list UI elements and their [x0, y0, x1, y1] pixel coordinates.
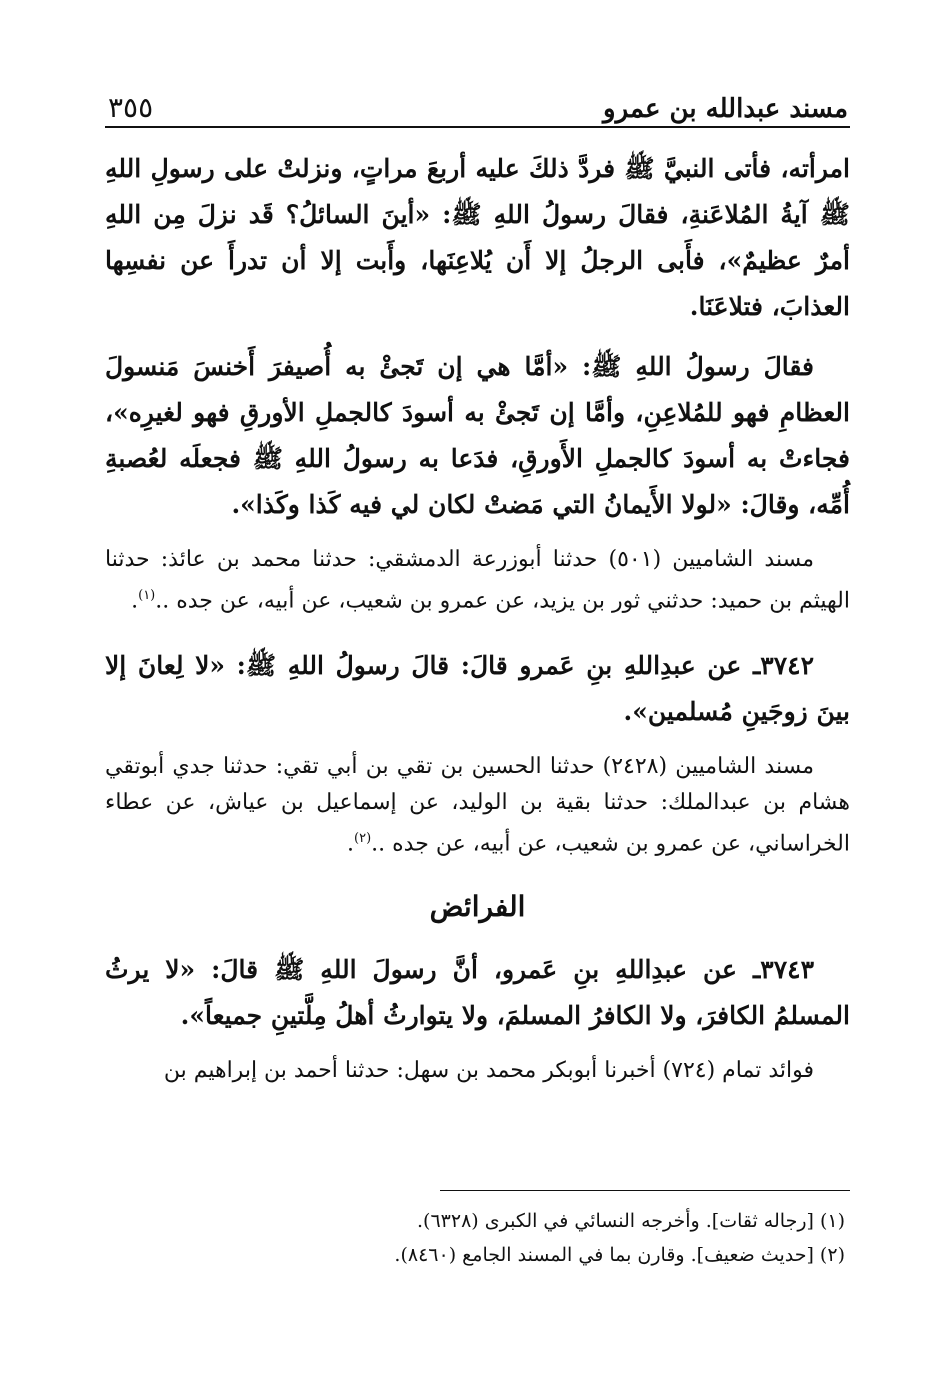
footnote-reference: (٢) [354, 831, 372, 847]
footnote-reference: (١) [138, 588, 156, 603]
page-body [105, 146, 850, 1113]
hadith-number: ٣٧٤٣ [760, 954, 814, 984]
page-header [108, 78, 848, 122]
hadith-text: ـ عن عبدِاللهِ بنِ عَمرو قالَ: قالَ رسولُ اللهِ ﷺ: «لا لِعانَ إلا بينَ زوجَينِ مُسلمين». [105, 651, 850, 727]
header-rule [105, 126, 850, 128]
isnad-text: مسند الشاميين (٢٤٢٨) حدثنا الحسين بن تقي بن أبي تقي: حدثنا جدي أبوتقي هشام بن عبدالملك: حدثنا بقية بن الوليد، عن إسماعيل بن عياش، عن عطاء الخراساني، عن عمرو بن شعيب، عن أبيه، عن جده .. [105, 754, 850, 857]
footnote: (٢) [حديث ضعيف]. وقارن بما في المسند الجامع (٨٤٦٠). [394, 1244, 845, 1266]
hadith-continuation: امرأته، فأتى النبيَّ ﷺ فردَّ ذلكَ عليه أربعَ مراتٍ، ونزلتْ على رسولِ اللهِ ﷺ آيةُ المُلاعَنةِ، فقالَ رسولُ اللهِ ﷺ: «أينَ السائلُ؟ قَد نزلَ مِن اللهِ أمرٌ عظيمٌ»، فأَبى الرجلُ إلا أَن يُلاعِنَها، وأَبت إلا أن تدرأَ عن نفسِها العذابَ، فتلاعَنَا. [105, 154, 850, 321]
isnad-paragraph: مسند الشاميين (٢٤٢٨) حدثنا الحسين بن تقي بن أبي تقي: حدثنا جدي أبوتقي هشام بن عبدالملك: حدثنا بقية بن الوليد، عن إسماعيل بن عياش، عن عطاء الخراساني، عن عمرو بن شعيب، عن أبيه، عن جده ..$^{(٢)}$. [105, 754, 850, 857]
hadith-text: ـ عن عبدِاللهِ بنِ عَمرو، أنَّ رسولَ اللهِ ﷺ قالَ: «لا يرثُ المسلمُ الكافرَ، ولا الكافرُ المسلمَ، ولا يتوارثُ أهلُ مِلَّتينِ جميعاً». [105, 954, 850, 1030]
hadith-continuation: فقالَ رسولُ اللهِ ﷺ: «أمَّا هي إن تَجئْ به أُصيفرَ أَخنسَ مَنسولَ العظامِ فهو للمُلاعِنِ، وأمَّا إن تَجئْ به أسودَ كالجملِ الأورقِ فهو لغيرِه»، فجاءتْ به أسودَ كالجملِ الأَورقِ، فدَعا به رسولُ اللهِ ﷺ فجعلَه لعُصبةِ أُمِّه، وقالَ: «لولا الأَيمانُ التي مَضتْ لكان لي فيه كَذا وكَذا». [105, 352, 850, 519]
isnad-paragraph: فوائد تمام (٧٢٤) أخبرنا أبوبكر محمد بن سهل: حدثنا أحمد بن إبراهيم بن [163, 1057, 814, 1083]
isnad-text: مسند الشاميين (٥٠١) حدثنا أبوزرعة الدمشقي: حدثنا محمد بن عائذ: حدثنا الهيثم بن حميد: حدثني ثور بن يزيد، عن عمرو بن شعيب، عن أبيه، عن جده .. [105, 547, 850, 614]
hadith-number: ٣٧٤٢ [760, 651, 814, 681]
footnotes [105, 1204, 845, 1272]
section-heading: الفرائض [429, 889, 526, 923]
running-title: مسند عبدالله بن عمرو [603, 94, 848, 124]
hadith-paragraph [105, 643, 850, 735]
footnote-separator [440, 1190, 850, 1191]
hadith-paragraph [105, 947, 850, 1039]
isnad-paragraph: مسند الشاميين (٥٠١) حدثنا أبوزرعة الدمشقي: حدثنا محمد بن عائذ: حدثنا الهيثم بن حميد: حدثني ثور بن يزيد، عن عمرو بن شعيب، عن أبيه، عن جده ..$^{(١)}$. [105, 547, 850, 614]
page-number: ٣٥٥ [108, 91, 154, 124]
footnote: (١) [رجاله ثقات]. وأخرجه النسائي في الكبرى (٦٣٢٨). [417, 1210, 845, 1232]
